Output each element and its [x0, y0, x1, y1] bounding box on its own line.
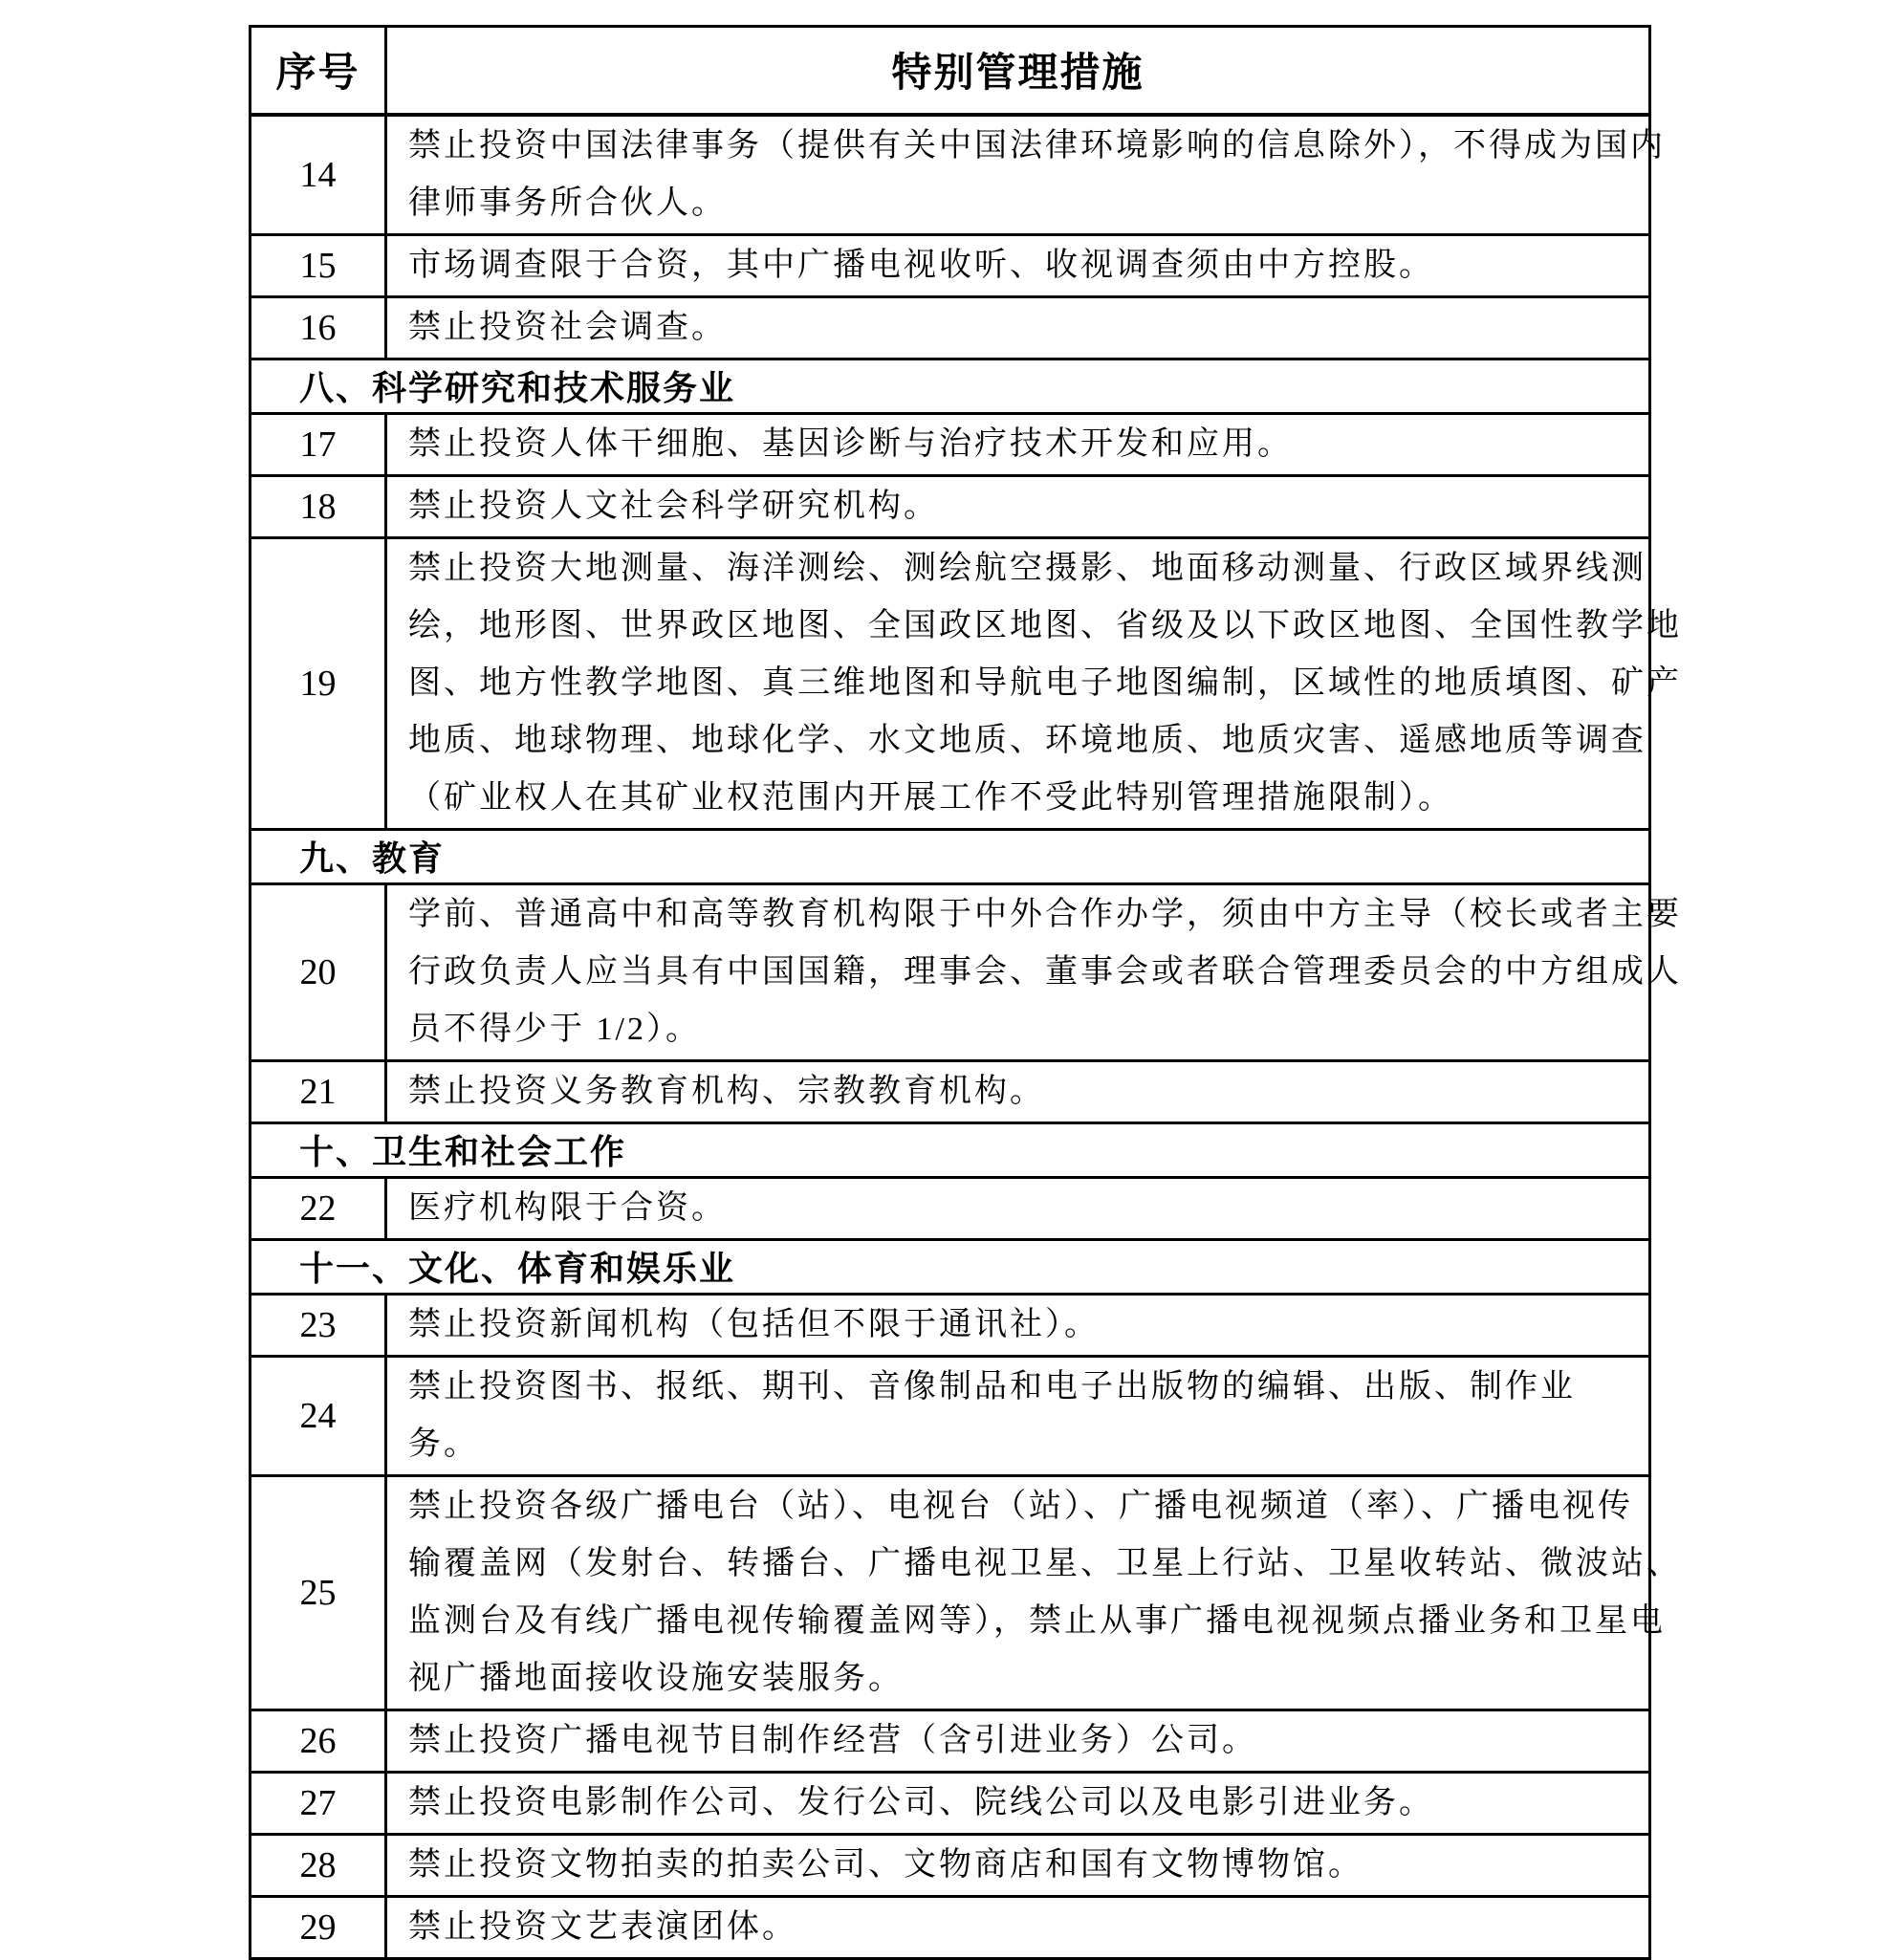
- section-label: 十一、文化、体育和娱乐业: [251, 1239, 1650, 1294]
- section-label: 八、科学研究和技术服务业: [251, 359, 1650, 413]
- serial-number: 24: [299, 1395, 337, 1436]
- measure-line: 禁止投资人文社会科学研究机构。: [408, 488, 939, 524]
- table-row: [251, 1475, 1650, 1710]
- table-row: [251, 1710, 1650, 1772]
- table-row: [251, 1294, 1650, 1356]
- table-row: [251, 1177, 1650, 1239]
- table-row: [251, 234, 1650, 296]
- measure-line: 禁止投资各级广播电台（站）、电视台（站）、广播电视频道（率）、广播电视传: [408, 1488, 1633, 1524]
- measure-cell: [386, 1475, 1682, 1710]
- serial-number: 18: [299, 486, 337, 527]
- special-measures-table: [249, 25, 1682, 1960]
- table-row: [251, 1896, 1650, 1958]
- section-row: [251, 829, 1650, 883]
- measure-cell: [386, 1834, 1650, 1896]
- table-header-row: [251, 27, 1650, 115]
- measure-line: 禁止投资广播电视节目制作经营（含引进业务）公司。: [408, 1722, 1257, 1758]
- measure-cell: [386, 1294, 1650, 1356]
- table-row: [251, 1834, 1650, 1896]
- table-row: [251, 883, 1650, 1060]
- measure-cell: [386, 883, 1682, 1060]
- serial-number: 14: [299, 154, 337, 195]
- serial-number-cell: [251, 1060, 386, 1122]
- measure-line: 医疗机构限于合资。: [408, 1189, 727, 1226]
- table-row: [251, 475, 1650, 537]
- measure-line: 绘，地形图、世界政区地图、全国政区地图、省级及以下政区地图、全国性教学地: [408, 607, 1682, 643]
- serial-number: 27: [299, 1782, 337, 1823]
- measure-line: 禁止投资图书、报纸、期刊、音像制品和电子出版物的编辑、出版、制作业务。: [408, 1368, 1576, 1462]
- table-row: [251, 115, 1650, 235]
- measure-line: 行政负责人应当具有中国国籍，理事会、董事会或者联合管理委员会的中方组成人: [408, 953, 1682, 990]
- measure-cell: [386, 475, 1650, 537]
- column-header-serial-number: 序号: [251, 27, 386, 115]
- measure-line: 禁止投资中国法律事务（提供有关中国法律环境影响的信息除外），不得成为国内: [408, 127, 1666, 163]
- serial-number-cell: [251, 1710, 386, 1772]
- serial-number-cell: [251, 537, 386, 829]
- serial-number: 25: [299, 1572, 337, 1613]
- measure-line: 监测台及有线广播电视传输覆盖网等），禁止从事广播电视视频点播业务和卫星电: [408, 1602, 1666, 1639]
- serial-number: 16: [299, 307, 337, 348]
- measure-line: 员不得少于 1/2）。: [408, 1011, 701, 1047]
- measure-line: 律师事务所合伙人。: [408, 185, 727, 221]
- serial-number-cell: [251, 475, 386, 537]
- measure-line: 禁止投资电影制作公司、发行公司、院线公司以及电影引进业务。: [408, 1784, 1434, 1820]
- column-header-special-measures: 特别管理措施: [386, 27, 1650, 115]
- measure-line: 禁止投资文物拍卖的拍卖公司、文物商店和国有文物博物馆。: [408, 1846, 1363, 1883]
- serial-number-cell: [251, 1772, 386, 1834]
- table-row: [251, 1060, 1650, 1122]
- serial-number-cell: [251, 234, 386, 296]
- table-row: [251, 413, 1650, 475]
- serial-number: 28: [299, 1844, 337, 1885]
- measure-cell: [386, 296, 1650, 359]
- serial-number: 19: [299, 663, 337, 704]
- measure-cell: [386, 1356, 1650, 1475]
- serial-number: 26: [299, 1720, 337, 1761]
- measure-cell: [386, 1177, 1650, 1239]
- measure-cell: [386, 1710, 1650, 1772]
- serial-number-cell: [251, 115, 386, 235]
- section-label: 十、卫生和社会工作: [251, 1122, 1650, 1177]
- measure-cell: [386, 1060, 1650, 1122]
- serial-number-cell: [251, 1177, 386, 1239]
- serial-number-cell: [251, 1294, 386, 1356]
- measure-line: 视广播地面接收设施安装服务。: [408, 1660, 904, 1696]
- serial-number-cell: [251, 413, 386, 475]
- measure-line: 禁止投资人体干细胞、基因诊断与治疗技术开发和应用。: [408, 425, 1293, 462]
- measure-line: 禁止投资文艺表演团体。: [408, 1908, 797, 1945]
- serial-number: 22: [299, 1187, 337, 1229]
- measure-line: 图、地方性教学地图、真三维地图和导航电子地图编制，区域性的地质填图、矿产: [408, 664, 1682, 701]
- serial-number-cell: [251, 883, 386, 1060]
- section-row: [251, 1239, 1650, 1294]
- serial-number: 20: [299, 951, 337, 992]
- serial-number: 21: [299, 1071, 337, 1112]
- measure-line: 市场调查限于合资，其中广播电视收听、收视调查须由中方控股。: [408, 247, 1434, 283]
- serial-number-cell: [251, 1896, 386, 1958]
- section-row: [251, 359, 1650, 413]
- table-row: [251, 296, 1650, 359]
- table-body: [251, 115, 1682, 1959]
- measure-cell: [386, 234, 1650, 296]
- section-label: 九、教育: [251, 829, 1650, 883]
- serial-number-cell: [251, 1356, 386, 1475]
- serial-number: 23: [299, 1304, 337, 1345]
- measure-cell: [386, 413, 1650, 475]
- measure-line: 禁止投资新闻机构（包括但不限于通讯社）。: [408, 1306, 1100, 1342]
- section-row: [251, 1122, 1650, 1177]
- measure-cell: [386, 1772, 1650, 1834]
- serial-number-cell: [251, 1475, 386, 1710]
- measure-cell: [386, 115, 1666, 235]
- serial-number-cell: [251, 296, 386, 359]
- measure-line: 禁止投资社会调查。: [408, 309, 727, 345]
- serial-number: 29: [299, 1906, 337, 1948]
- measure-line: 学前、普通高中和高等教育机构限于中外合作办学，须由中方主导（校长或者主要: [408, 896, 1682, 932]
- measure-line: 地质、地球物理、地球化学、水文地质、环境地质、地质灾害、遥感地质等调查: [408, 722, 1646, 758]
- measure-line: 输覆盖网（发射台、转播台、广播电视卫星、卫星上行站、卫星收转站、微波站、: [408, 1545, 1682, 1581]
- serial-number-cell: [251, 1834, 386, 1896]
- table-row: [251, 537, 1650, 829]
- measure-cell: [386, 537, 1682, 829]
- serial-number: 17: [299, 424, 337, 465]
- measure-line: （矿业权人在其矿业权范围内开展工作不受此特别管理措施限制）。: [408, 779, 1453, 816]
- measure-cell: [386, 1896, 1650, 1958]
- serial-number: 15: [299, 245, 337, 286]
- measure-line: 禁止投资大地测量、海洋测绘、测绘航空摄影、地面移动测量、行政区域界线测: [408, 550, 1646, 586]
- table-row: [251, 1356, 1650, 1475]
- measure-line: 禁止投资义务教育机构、宗教教育机构。: [408, 1073, 1045, 1109]
- table-row: [251, 1772, 1650, 1834]
